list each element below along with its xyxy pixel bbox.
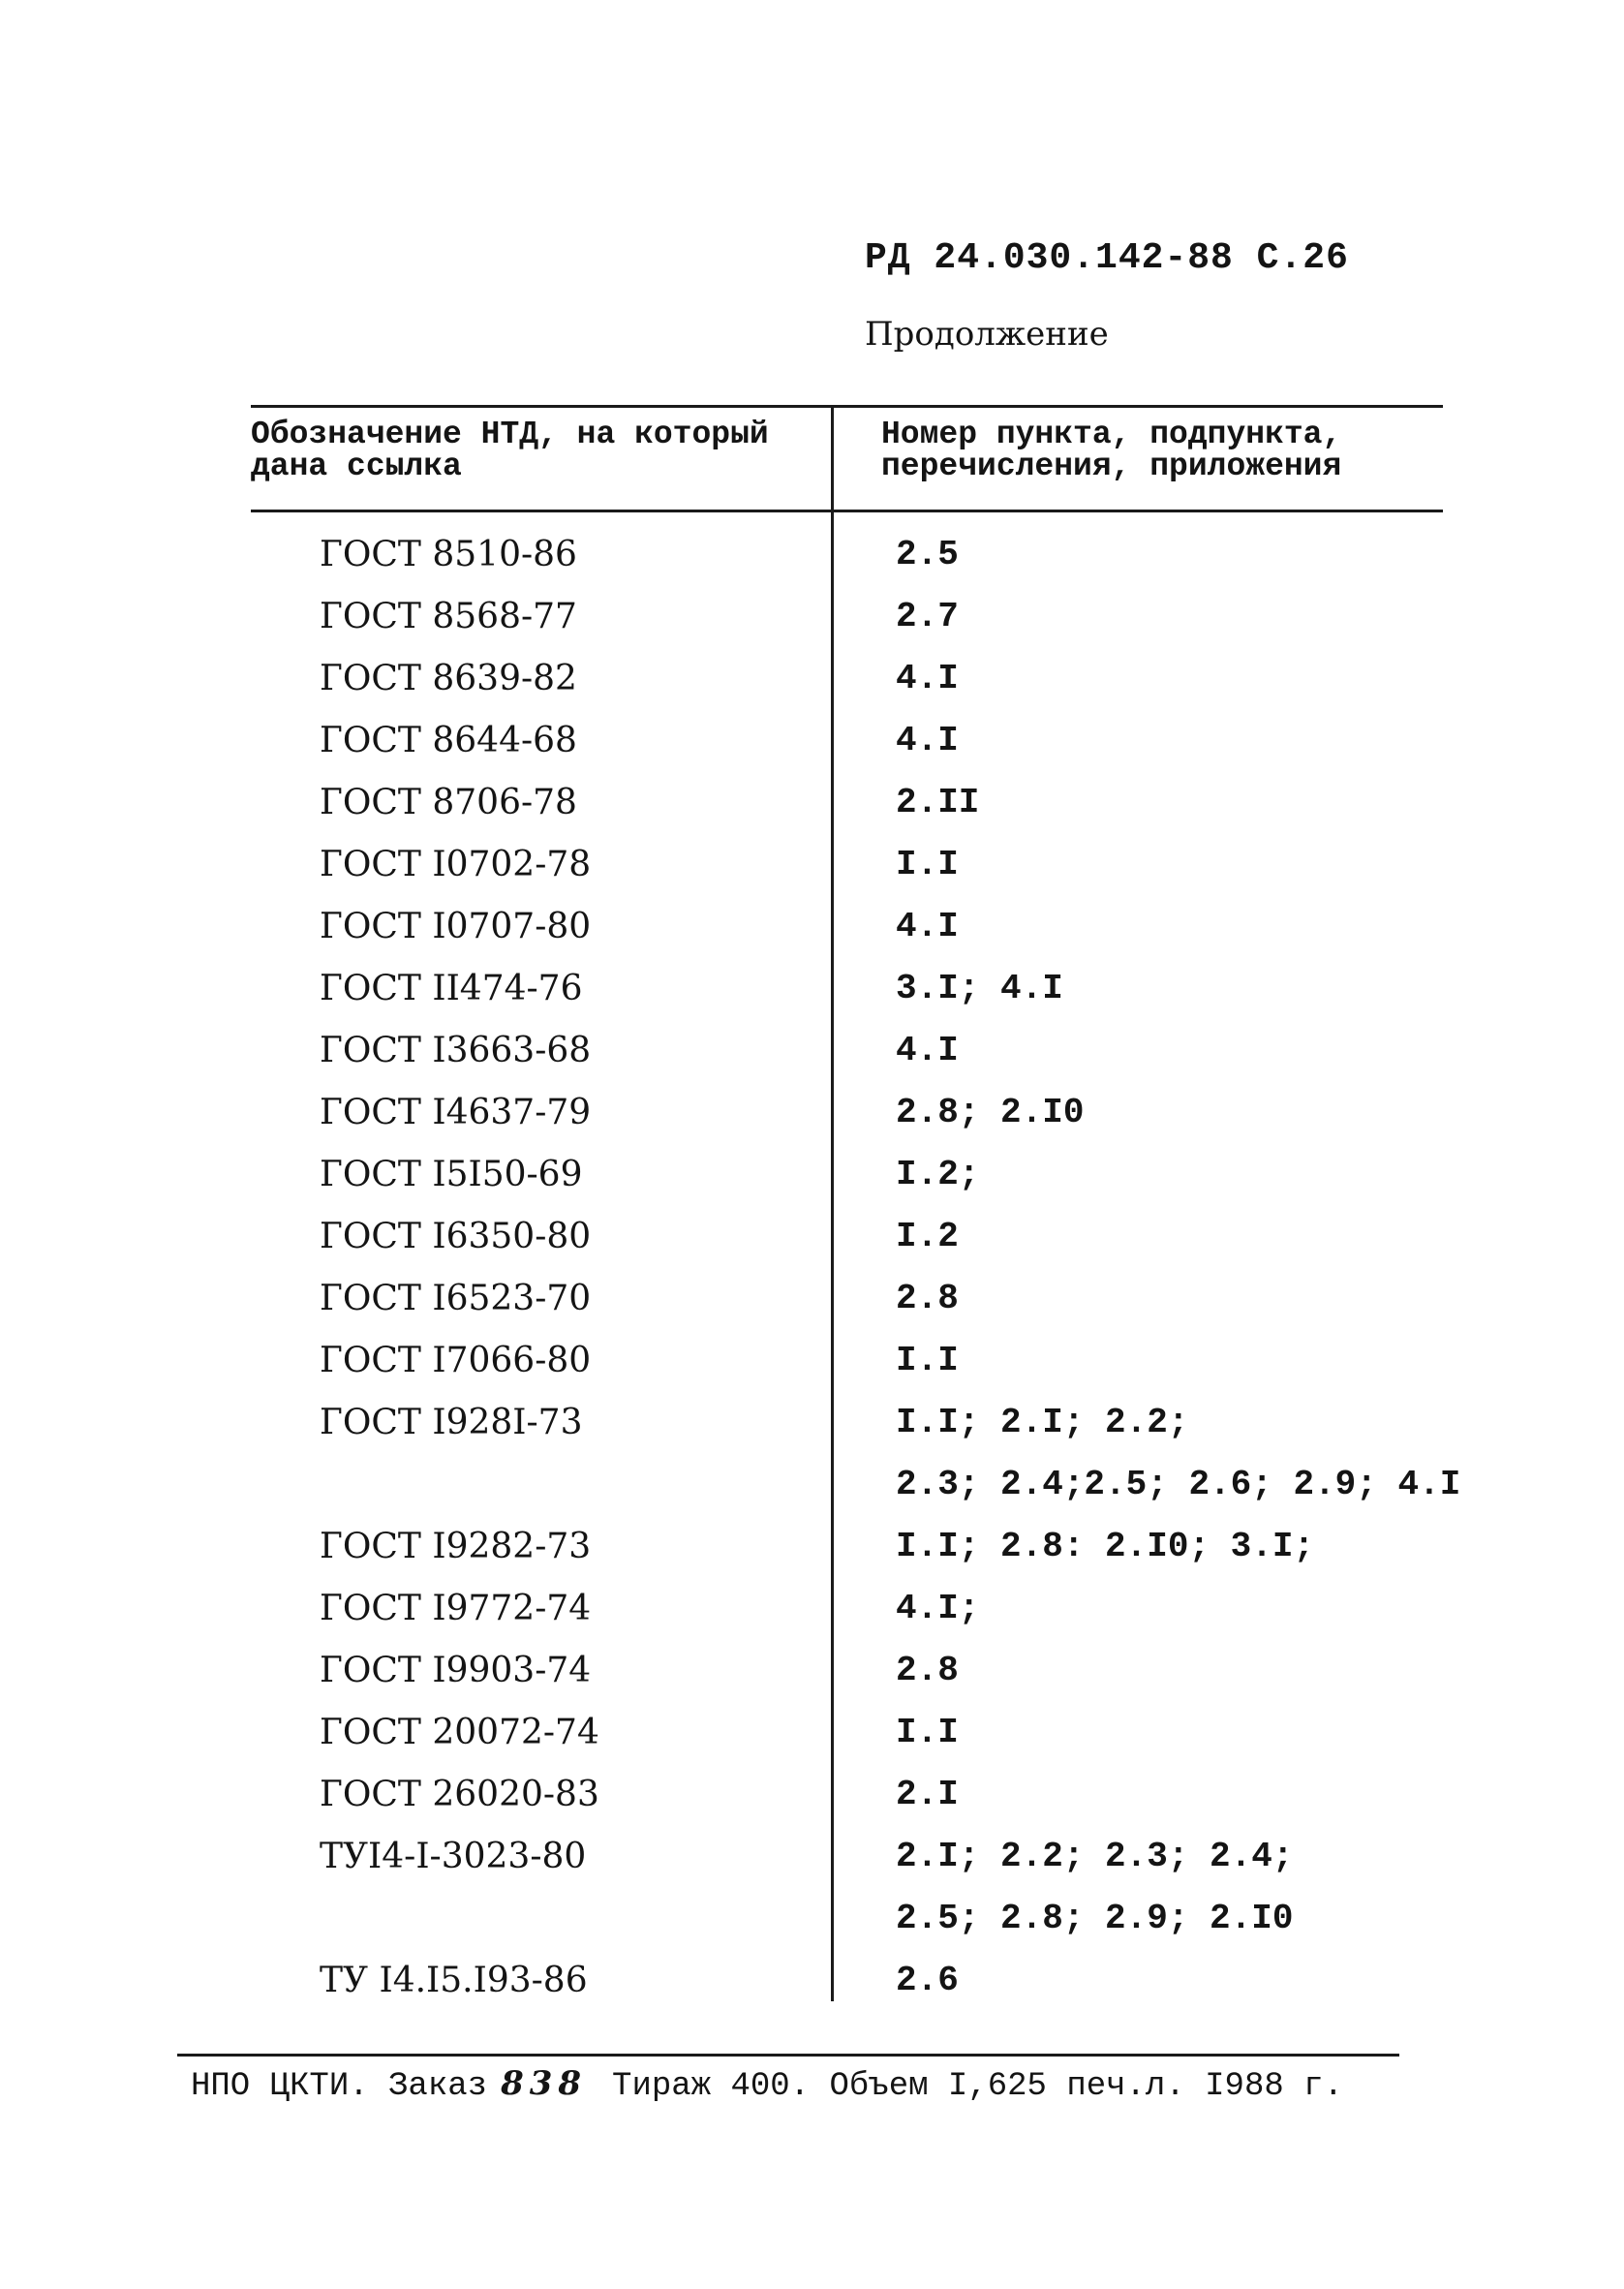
table-row-reference: 2.8 xyxy=(896,1651,959,1690)
table-row-reference: 2.5; 2.8; 2.9; 2.I0 xyxy=(896,1899,1294,1938)
table-row-document: ГОСТ I4637-79 xyxy=(320,1093,592,1132)
table-header-rule xyxy=(251,510,1443,512)
table-row-document: ГОСТ 8568-77 xyxy=(320,597,577,636)
table-row-reference: 4.I xyxy=(896,1031,959,1070)
table-row-reference: 3.I; 4.I xyxy=(896,969,1063,1008)
table-row-document: ТУI4-I-3023-80 xyxy=(320,1837,587,1876)
column-header-document xyxy=(251,418,769,482)
table-row-reference: 4.I xyxy=(896,721,959,760)
table-row-document: ГОСТ I6523-70 xyxy=(320,1279,592,1318)
table-row-reference: 4.I; xyxy=(896,1589,980,1628)
table-row-reference: 2.7 xyxy=(896,597,959,636)
document-designation: РД 24.030.142-88 С.26 xyxy=(865,237,1349,279)
table-row-reference: I.2 xyxy=(896,1217,959,1256)
table-row-document: ГОСТ I9903-74 xyxy=(320,1651,592,1690)
table-row-document: ГОСТ 8639-82 xyxy=(320,659,577,698)
table-row-document: ГОСТ 26020-83 xyxy=(320,1775,599,1814)
column-header-document-line-1: Обозначение НТД, на который xyxy=(251,417,769,452)
continuation-label: Продолжение xyxy=(865,315,1109,354)
column-header-document-line-2: дана ссылка xyxy=(251,449,462,484)
table-row-reference: I.I; 2.8: 2.I0; 3.I; xyxy=(896,1527,1315,1566)
table-row-document: ГОСТ 8644-68 xyxy=(320,721,577,760)
footer-rule xyxy=(177,2054,1399,2057)
column-header-reference-line-2: перечисления, приложения xyxy=(881,449,1342,484)
table-row-document: ТУ I4.I5.I93-86 xyxy=(320,1961,588,2000)
table-row-reference: 2.6 xyxy=(896,1961,959,2000)
table-row-document: ГОСТ I9282-73 xyxy=(320,1527,592,1566)
column-header-reference xyxy=(881,418,1341,482)
table-row-reference: 2.3; 2.4;2.5; 2.6; 2.9; 4.I xyxy=(896,1465,1461,1504)
table-row-document: ГОСТ I9772-74 xyxy=(320,1589,592,1628)
table-row-reference: I.2; xyxy=(896,1155,980,1194)
table-row-reference: I.I xyxy=(896,1713,959,1752)
table-row-reference: 2.5 xyxy=(896,535,959,574)
column-header-reference-line-1: Номер пункта, подпункта, xyxy=(881,417,1342,452)
table-row-document: ГОСТ 8706-78 xyxy=(320,783,577,822)
footer-print-details: Тираж 400. Объем I,625 печ.л. I988 г. xyxy=(612,2068,1343,2105)
table-row-document: ГОСТ I7066-80 xyxy=(320,1341,592,1380)
table-row-reference: 2.8; 2.I0 xyxy=(896,1093,1085,1132)
table-row-document: ГОСТ I0702-78 xyxy=(320,845,592,884)
table-row-reference: 4.I xyxy=(896,907,959,946)
table-row-reference: I.I; 2.I; 2.2; xyxy=(896,1403,1189,1442)
table-row-reference: 2.II xyxy=(896,783,980,822)
table-row-document: ГОСТ I5I50-69 xyxy=(320,1155,583,1194)
table-row-document: ГОСТ I0707-80 xyxy=(320,907,592,946)
table-row-reference: I.I xyxy=(896,845,959,884)
table-row-reference: 2.I; 2.2; 2.3; 2.4; xyxy=(896,1837,1294,1876)
table-top-rule xyxy=(251,405,1443,408)
table-row-reference: 4.I xyxy=(896,659,959,698)
table-row-document: ГОСТ I3663-68 xyxy=(320,1031,592,1070)
footer-organization: НПО ЦКТИ. Заказ xyxy=(191,2068,488,2105)
table-row-document: ГОСТ II474-76 xyxy=(320,969,583,1008)
table-row-document: ГОСТ I6350-80 xyxy=(320,1217,592,1256)
table-row-document: ГОСТ I928I-73 xyxy=(320,1403,583,1442)
table-row-reference: 2.I xyxy=(896,1775,959,1814)
table-row-document: ГОСТ 20072-74 xyxy=(320,1713,599,1752)
imprint-footer xyxy=(191,2064,1343,2105)
table-row-reference: 2.8 xyxy=(896,1279,959,1318)
footer-order-number: 838 xyxy=(501,2064,588,2103)
table-column-divider xyxy=(831,405,834,2001)
table-row-reference: I.I xyxy=(896,1341,959,1380)
table-row-document: ГОСТ 8510-86 xyxy=(320,535,577,574)
